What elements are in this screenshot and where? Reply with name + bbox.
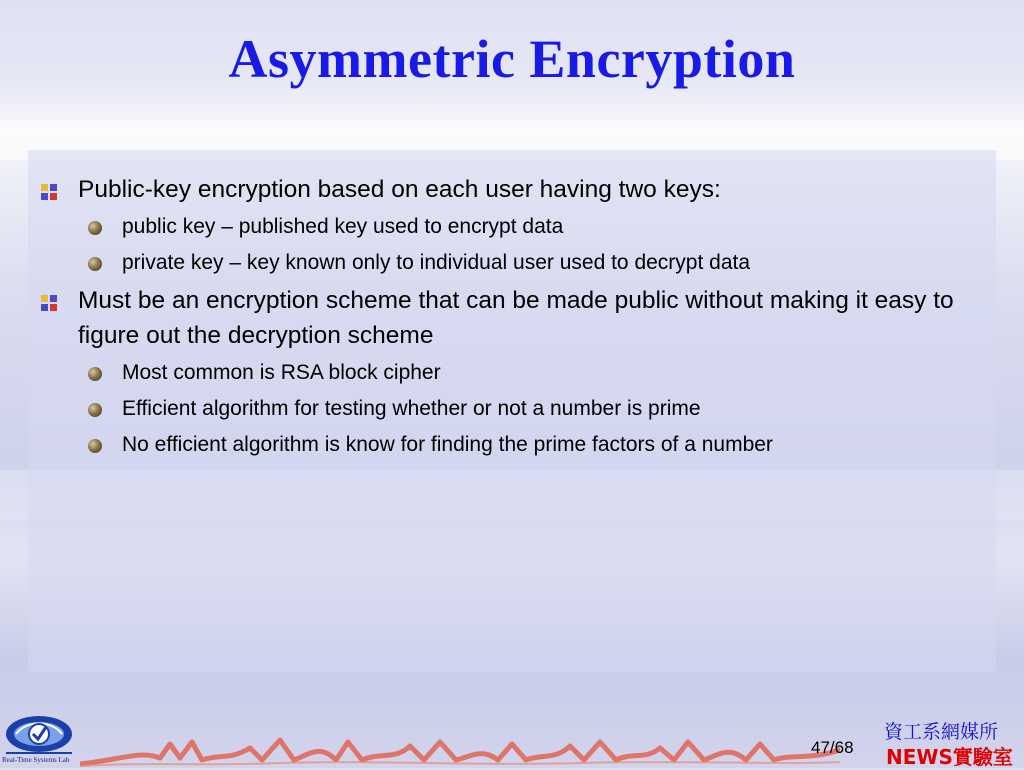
bronze-sphere-bullet-icon [88, 403, 102, 417]
bronze-sphere-bullet-icon [88, 439, 102, 453]
sub-bullet-item [40, 209, 1000, 245]
page-number: 47/68 [811, 738, 854, 757]
sub-bullet-text: Efficient algorithm for testing whether or not a number is prime [122, 397, 701, 420]
sub-bullet-text: public key – published key used to encrypt data [122, 215, 564, 238]
sub-bullet-item [40, 245, 1000, 281]
quad-square-bullet-icon [40, 183, 58, 201]
sub-bullet-text: No efficient algorithm is know for finding the prime factors of a number [122, 433, 773, 456]
sub-bullet-item [40, 391, 1000, 427]
lab-name-label: Real-Time Systems Lab [2, 756, 70, 764]
bullet-text: Public-key encryption based on each user having two keys: [78, 176, 721, 203]
bullet-item [40, 172, 1000, 207]
sub-bullet-item [40, 355, 1000, 391]
sub-bullet-item [40, 427, 1000, 463]
sub-bullet-text: private key – key known only to individual user used to decrypt data [122, 251, 751, 274]
bronze-sphere-bullet-icon [88, 367, 102, 381]
footer-skyline-decoration [80, 730, 840, 768]
bronze-sphere-bullet-icon [88, 221, 102, 235]
bullet-item [40, 283, 1000, 353]
org-name-line1: 資工系網媒所 [884, 721, 999, 743]
org-name-line2: NEWS實驗室 [886, 745, 1013, 769]
quad-square-bullet-icon [40, 294, 58, 312]
sub-bullet-text: Most common is RSA block cipher [122, 361, 441, 384]
bronze-sphere-bullet-icon [88, 257, 102, 271]
bullet-list [40, 172, 1000, 463]
slide-title: Asymmetric Encryption [228, 29, 796, 89]
bullet-text: Must be an encryption scheme that can be made public without making it easy to figure out the decryption scheme [78, 287, 954, 349]
